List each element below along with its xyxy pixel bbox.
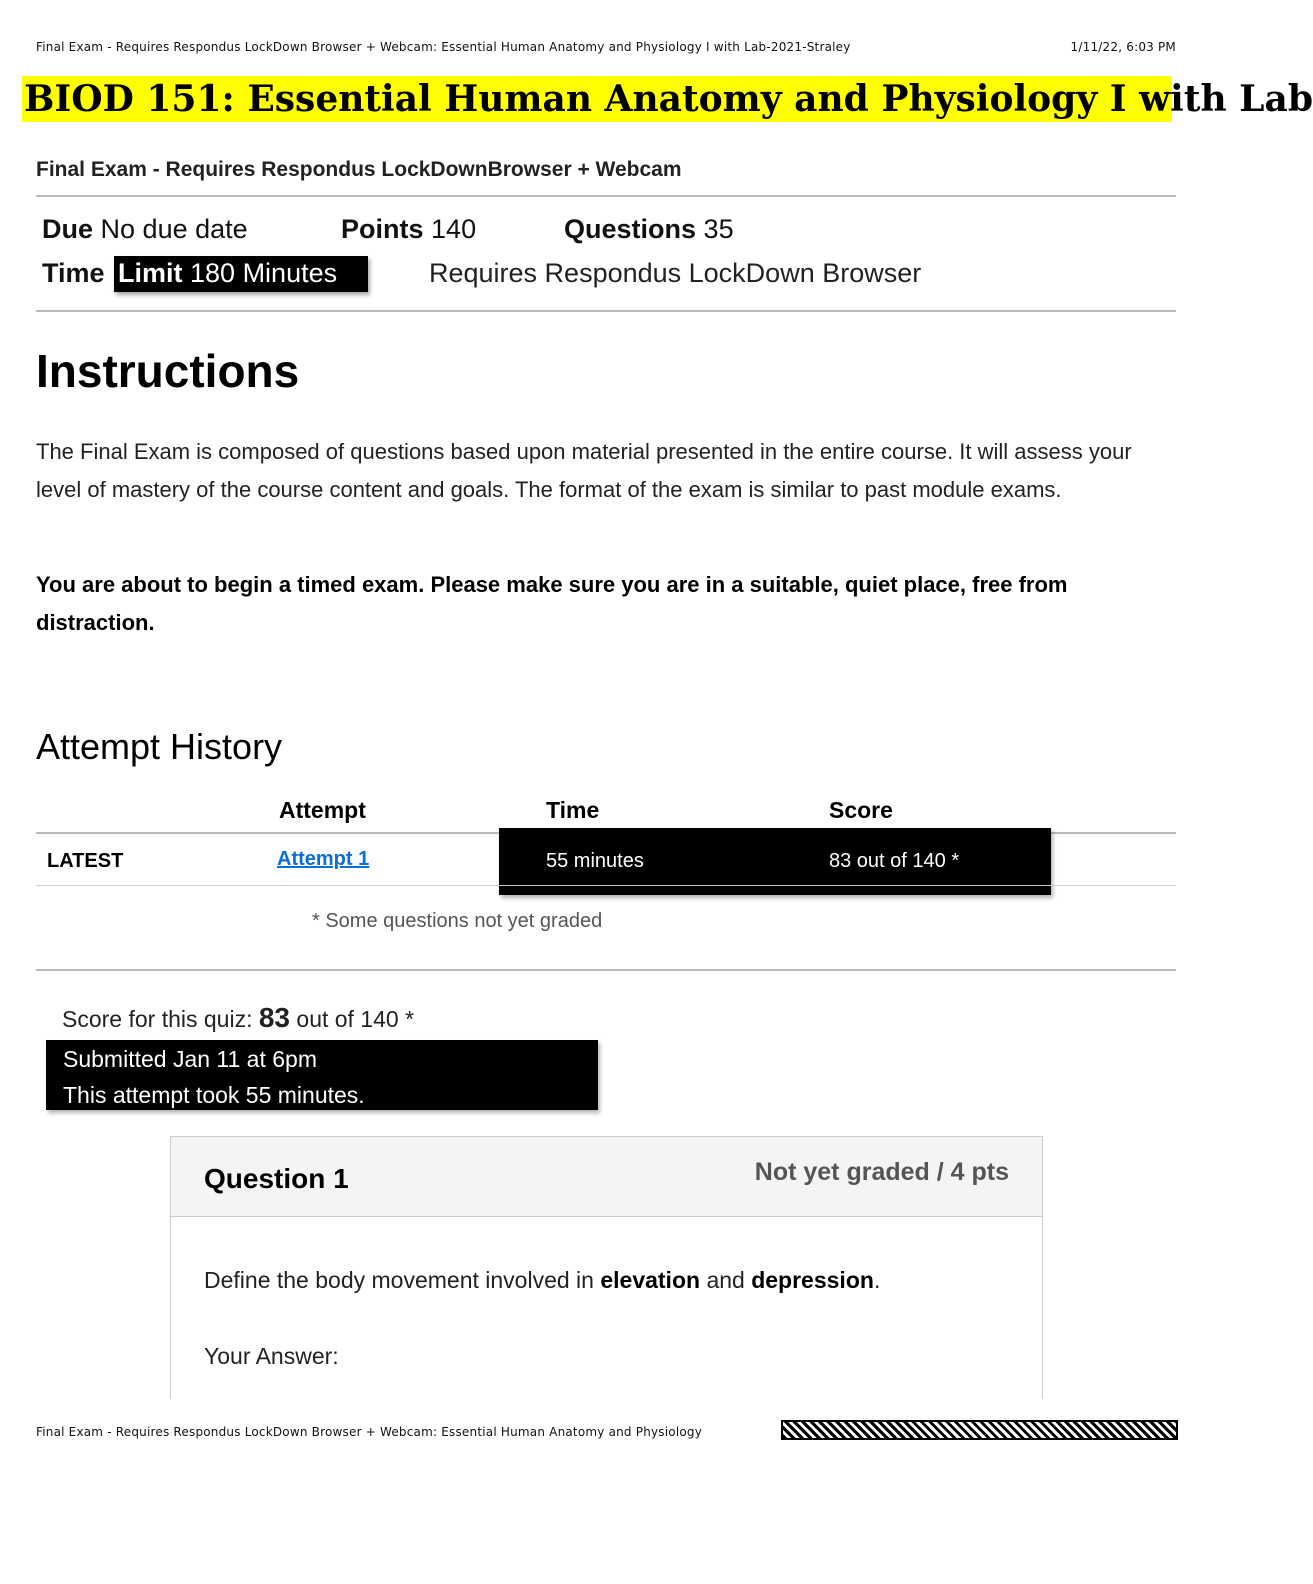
term-depression: depression: [751, 1267, 874, 1293]
column-header-time: Time: [546, 797, 600, 823]
question-text-part: .: [873, 1267, 881, 1293]
attempt-1-link[interactable]: Attempt 1: [277, 848, 370, 870]
time-limit: [118, 258, 337, 289]
points-value: 140: [431, 214, 477, 244]
print-header-title: Final Exam - Requires Respondus LockDown Browser + Webcam: Essential Human Anatomy and Physiology I with Lab-2021-Straley: [36, 40, 851, 54]
redaction-hatch: [781, 1420, 1178, 1440]
column-header-attempt: Attempt: [279, 797, 366, 823]
print-header-datetime: 1/11/22, 6:03 PM: [1070, 40, 1176, 54]
limit-label: Limit: [118, 258, 183, 288]
question-title: Question 1: [204, 1163, 349, 1194]
points-label: Points: [341, 214, 424, 244]
instructions-text: The Final Exam is composed of questions based upon material presented in the entire course. It will assess your level of mastery of the course content and goals. The format of the exam is similar to past module exams.: [36, 439, 1132, 502]
your-answer-label: Your Answer:: [204, 1343, 339, 1369]
attempt-history-heading: Attempt History: [36, 726, 283, 767]
course-banner: BIOD 151: Essential Human Anatomy and Physiology I with Lab: [24, 78, 1313, 120]
instructions-heading: Instructions: [36, 345, 300, 397]
submitted-time: Submitted Jan 11 at 6pm: [63, 1046, 317, 1072]
limit-value: 180 Minutes: [190, 258, 338, 288]
question-text: [204, 1267, 880, 1294]
question-card: [170, 1136, 1043, 1399]
divider: [36, 310, 1176, 312]
due-value: No due date: [100, 214, 248, 244]
term-elevation: elevation: [600, 1267, 701, 1293]
print-footer: Final Exam - Requires Respondus LockDown Browser + Webcam: Essential Human Anatomy and Physiology: [36, 1425, 703, 1439]
questions-value: 35: [703, 214, 734, 244]
attempt-time: 55 minutes: [546, 850, 644, 872]
question-header: [171, 1137, 1042, 1217]
print-header: [36, 40, 1176, 54]
due-info: [42, 214, 248, 245]
question-text-part: and: [706, 1267, 745, 1293]
column-header-score: Score: [829, 797, 893, 823]
divider: [36, 969, 1176, 971]
score-prefix: Score for this quiz:: [62, 1006, 253, 1032]
timed-exam-warning: You are about to begin a timed exam. Please make sure you are in a suitable, quiet place, free from distraction.: [36, 572, 1068, 635]
latest-label: LATEST: [47, 850, 124, 872]
attempt-duration: This attempt took 55 minutes.: [63, 1082, 365, 1108]
time-label: Time: [42, 258, 105, 288]
table-row-divider: [36, 885, 1176, 886]
time-label-wrap: [42, 258, 105, 289]
due-label: Due: [42, 214, 94, 244]
divider: [36, 195, 1176, 197]
question-points: Not yet graded / 4 pts: [754, 1158, 1009, 1186]
quiz-score: [62, 1002, 414, 1034]
score-suffix: out of 140 *: [296, 1006, 415, 1032]
score-value: 83: [258, 1002, 291, 1033]
question-text-part: Define the body movement involved in: [204, 1267, 594, 1293]
attempt-score: 83 out of 140 *: [829, 850, 960, 872]
lockdown-requirement: Requires Respondus LockDown Browser: [429, 258, 922, 288]
points-info: [341, 214, 476, 245]
questions-info: [564, 214, 734, 245]
grading-footnote: * Some questions not yet graded: [312, 910, 603, 932]
quiz-title: Final Exam - Requires Respondus LockDownBrowser + Webcam: [36, 158, 682, 181]
questions-label: Questions: [564, 214, 697, 244]
